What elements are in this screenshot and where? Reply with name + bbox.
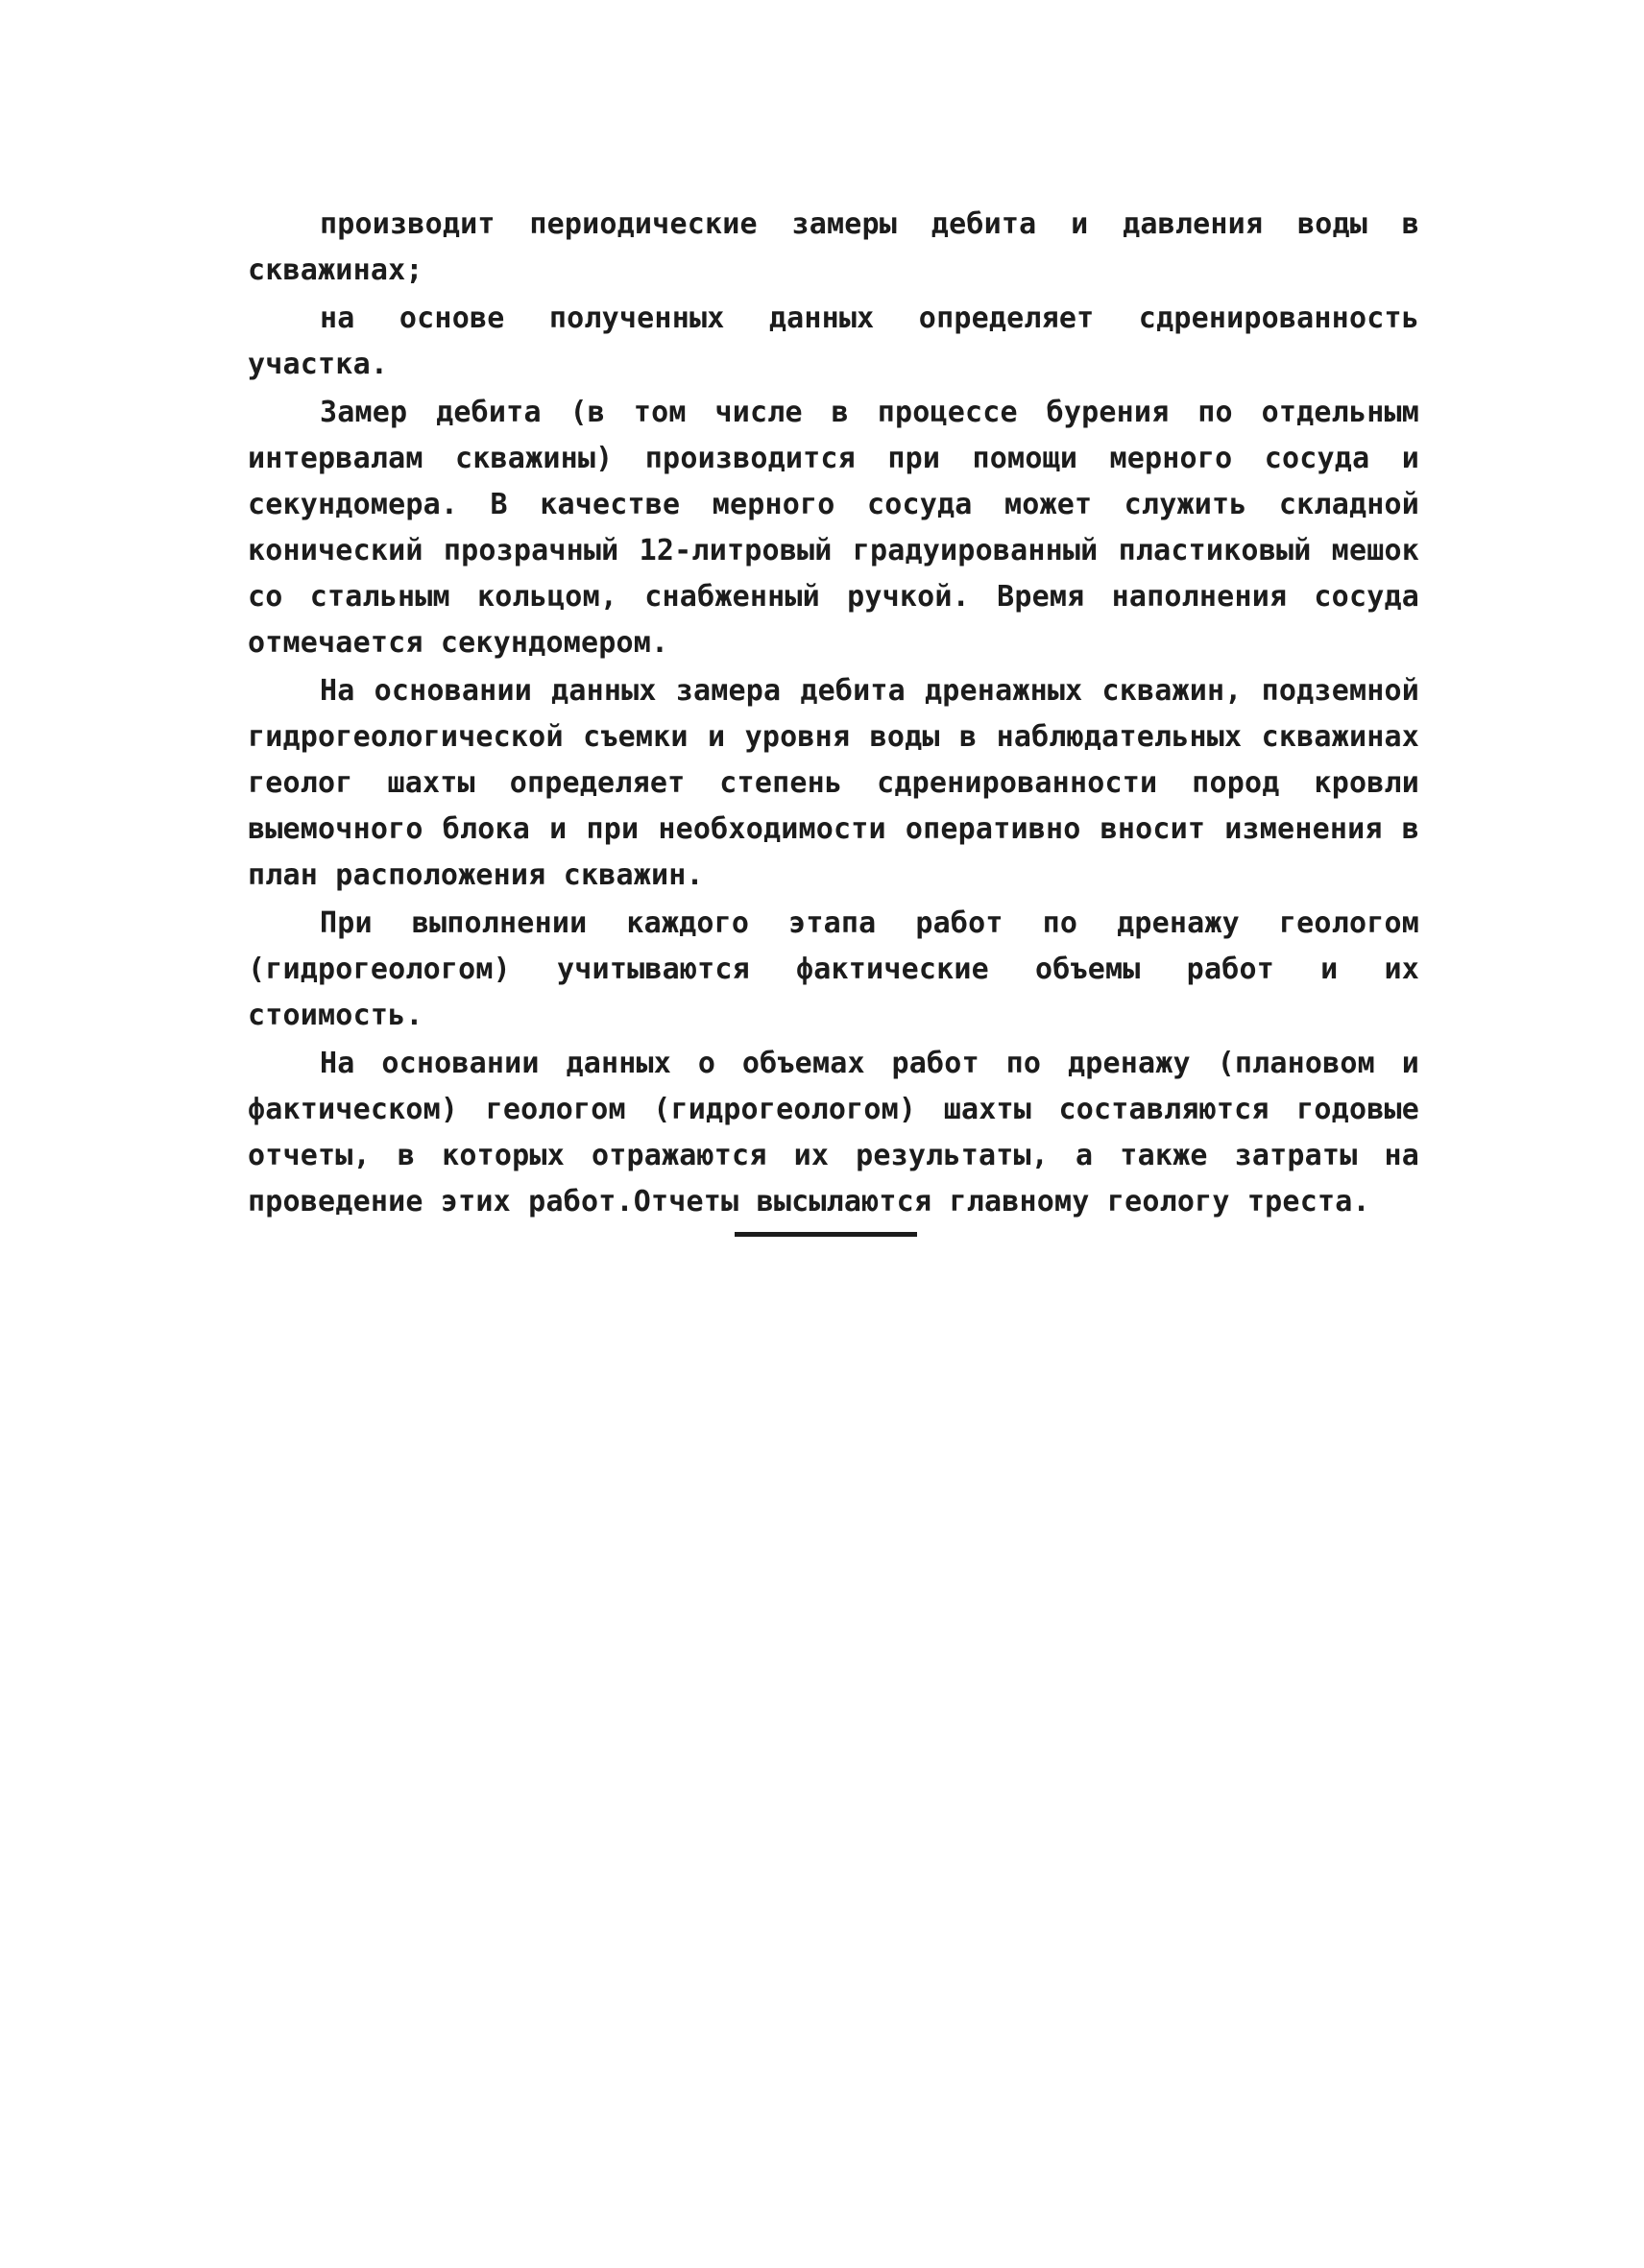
paragraph-6: На основании данных о объемах работ по дренажу (плановом и фактическом) геологом (гидрогеологом) шахты составляются годовые отчеты, в которых отражаются их результаты, а также затраты на проведение этих работ.Отчеты высылаются главному геологу треста. — [248, 1047, 1419, 1218]
body-text — [248, 202, 1419, 1227]
end-divider — [735, 1232, 917, 1237]
paragraph-2: на основе полученных данных определяет сдренированность участка. — [248, 302, 1419, 381]
paragraph-3: Замер дебита (в том числе в процессе бурения по отдельным интервалам скважины) производится при помощи мерного сосуда и секундомера. В качестве мерного сосуда может служить складной конический прозрачный 12-литровый градуированный пластиковый мешок со стальным кольцом, снабженный ручкой. Время наполнения сосуда отмечается секундомером. — [248, 396, 1419, 660]
paragraph-4: На основании данных замера дебита дренажных скважин, подземной гидрогеологической съемки и уровня воды в наблюдательных скважинах геолог шахты определяет степень сдренированности пород кровли выемочного блока и при необходимости оперативно вносит изменения в план расположения скважин. — [248, 674, 1419, 892]
paragraph-5: При выполнении каждого этапа работ по дренажу геологом (гидрогеологом) учитываются фактические объемы работ и их стоимость. — [248, 906, 1419, 1032]
paragraph-1: производит периодические замеры дебита и давления воды в скважинах; — [248, 207, 1419, 287]
